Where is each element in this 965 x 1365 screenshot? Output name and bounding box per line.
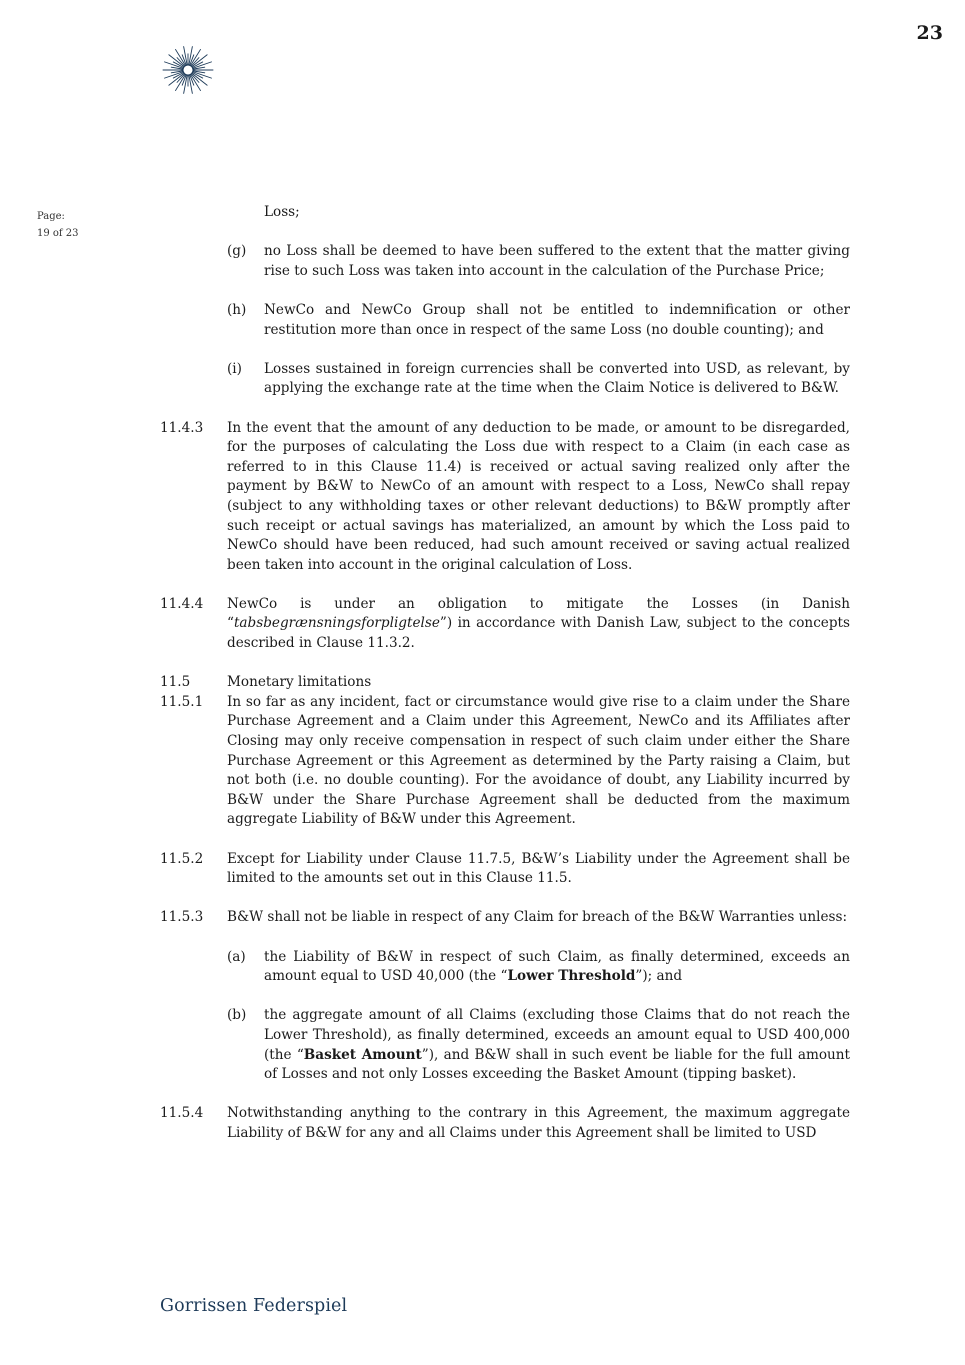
danish-term: tabsbegrænsningsforpligtelse	[233, 615, 440, 632]
clause-number: 11.5.3	[160, 909, 204, 926]
clause-11-4-3	[160, 419, 850, 576]
footer-brand: Gorrissen Federspiel	[160, 1296, 348, 1316]
clause-11-5-2	[160, 850, 850, 889]
item-text-post: ”), and B&W shall in such event be liable for the full amount of Losses and not only Losses exceeding the Basket Amount (tipping basket).	[264, 1046, 850, 1083]
list-item-h	[227, 301, 850, 340]
list-item-b	[227, 1006, 850, 1084]
item-text-pre: the Liability of B&W in respect of such Claim, as finally determined, exceeds an amount equal to USD 40,000 (the “	[264, 948, 850, 985]
clause-number: 11.4.3	[160, 419, 204, 436]
clause-text: Notwithstanding anything to the contrary in this Agreement, the maximum aggregate Liability of B&W for any and all Claims under this Agreement shall be limited to USD	[227, 1105, 850, 1141]
item-label: (h)	[227, 301, 247, 318]
clause-11-4-4	[160, 595, 850, 654]
clause-text-pre: NewCo is under an obligation to mitigate the Losses (in Danish “	[227, 595, 850, 632]
item-text-pre: the aggregate amount of all Claims (excluding those Claims that do not reach the Lower Threshold), as finally determined, exceeds an amount equal to USD 400,000 (the “	[264, 1007, 850, 1063]
item-label: (g)	[227, 243, 247, 260]
clause-number: 11.5.2	[160, 850, 204, 867]
defined-term: Lower Threshold	[507, 968, 636, 985]
clause-number: 11.5.1	[160, 693, 204, 710]
page-count: 19 of 23	[37, 228, 79, 239]
clause-text	[227, 595, 850, 654]
logo-ray	[169, 55, 184, 67]
page-number: 23	[916, 22, 943, 44]
clause-11-5-4	[160, 1104, 850, 1143]
list-item-i	[227, 360, 850, 399]
clause-number: 11.4.4	[160, 595, 204, 612]
continued-text: Loss;	[264, 204, 300, 220]
clause-number: 11.5.4	[160, 1105, 204, 1122]
section-title: Monetary limitations	[227, 674, 372, 691]
item-text: NewCo and NewCo Group shall not be entitled to indemnification or other restitution more than once in respect of the same Loss (no double counting); and	[264, 301, 850, 338]
section-11-5-heading	[160, 673, 850, 693]
item-label: (i)	[227, 360, 242, 377]
item-text-post: ”); and	[635, 968, 683, 985]
clause-text: In the event that the amount of any deduction to be made, or amount to be disregarded, for the purposes of calculating the Loss due with respect to a Claim (in each case as referred to in this Clause 11.4) is received or actual saving realized only after the payment by B&W to NewCo of an amount with respect to a Loss, NewCo shall repay (subject to any withholding taxes or other relevant deductions) to B&W promptly after such receipt or actual savings has materialized, an amount by which the Loss paid to NewCo should have been reduced, had such amount received or saving actual realized been taken into account in the original calculation of Loss.	[227, 419, 850, 573]
item-label: (a)	[227, 948, 246, 965]
clause-text: In so far as any incident, fact or circumstance would give rise to a claim under the Share Purchase Agreement and a Claim under this Agreement, NewCo and its Affiliates after Closing may only receive compensation in respect of such claim under either the Share Purchase Agreement or this Agreement as determined by the Party raising a Claim, but not both (i.e. no double counting). For the avoidance of doubt, any Liability incurred by B&W under the Share Purchase Agreement shall be deducted from the maximum aggregate Liability of B&W under this Agreement.	[227, 693, 850, 828]
document-body	[160, 203, 850, 1144]
clause-11-5-3	[160, 908, 850, 928]
section-number: 11.5	[160, 674, 191, 691]
clause-11-5-1	[160, 693, 850, 830]
defined-term: Basket Amount	[303, 1046, 422, 1063]
page-meta	[37, 208, 79, 242]
logo-ray	[192, 73, 207, 85]
logo-ray	[192, 55, 207, 67]
item-text	[264, 1006, 850, 1084]
starburst-logo-icon	[160, 44, 216, 96]
item-text: no Loss shall be deemed to have been suffered to the extent that the matter giving rise to such Loss was taken into account in the calculation of the Purchase Price;	[264, 243, 850, 279]
list-item-a	[227, 948, 850, 987]
item-text	[264, 948, 850, 987]
list-item-g	[227, 242, 850, 281]
clause-text: B&W shall not be liable in respect of any Claim for breach of the B&W Warranties unless:	[227, 909, 848, 926]
logo-ray	[169, 73, 184, 85]
item-label: (b)	[227, 1007, 247, 1024]
item-text: Losses sustained in foreign currencies shall be converted into USD, as relevant, by applying the exchange rate at the time when the Claim Notice is delivered to B&W.	[264, 360, 850, 397]
clause-text: Except for Liability under Clause 11.7.5, B&W’s Liability under the Agreement shall be limited to the amounts set out in this Clause 11.5.	[227, 850, 850, 887]
page-label: Page:	[37, 211, 65, 222]
clause-text-post: ”) in accordance with Danish Law, subject to the concepts described in Clause 11.3.2.	[227, 615, 850, 652]
